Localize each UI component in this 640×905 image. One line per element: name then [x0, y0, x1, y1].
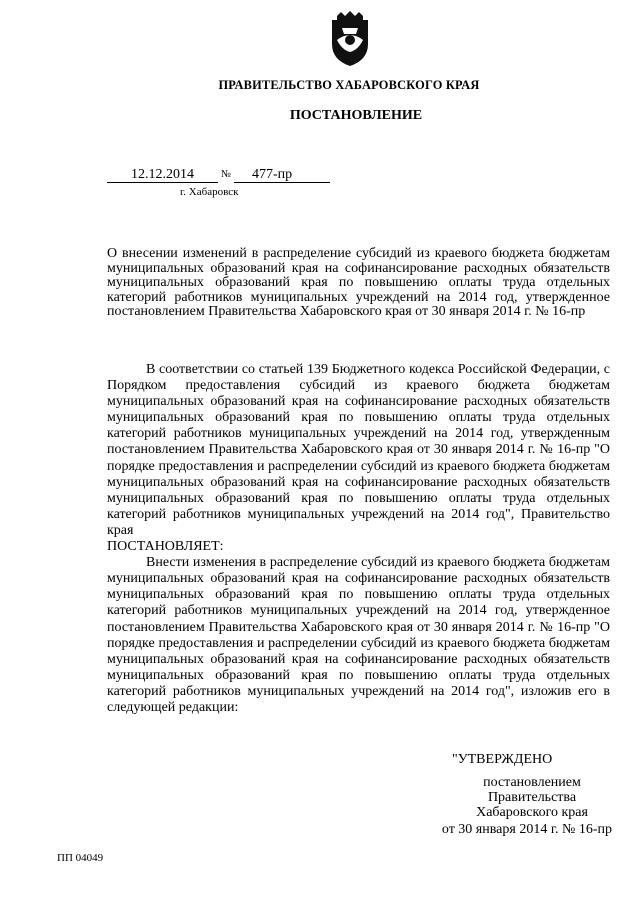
approval-heading: "УТВЕРЖДЕНО: [452, 752, 553, 767]
approval-line-2: Правительства: [487, 790, 577, 805]
document-subject: О внесении изменений в распределение субсидий из краевого бюджета бюджетам муниципальных образований края на софинансирование расходных обязательств муниципальных образований края по повышению оплаты труда отдельных категорий работников муниципальных учреждений на 2014 год, утвержденное постановлением Правительства Хабаровского края от 30 января 2014 г. № 16-пр: [107, 246, 610, 320]
approval-date: от 30 января 2014 г. № 16-пр: [441, 822, 612, 837]
government-title: ПРАВИТЕЛЬСТВО ХАБАРОВСКОГО КРАЯ: [218, 78, 480, 92]
document-body: [107, 362, 610, 716]
approval-line-3: Хабаровского края: [476, 805, 588, 820]
document-number: 477-пр: [234, 167, 330, 183]
coat-of-arms-icon: [328, 10, 372, 68]
decree-word: ПОСТАНОВЛЯЕТ:: [107, 539, 224, 555]
body-paragraph-1: В соответствии со статьей 139 Бюджетного кодекса Российской Федерации, с Порядком предоставления субсидий из краевого бюджета бюджетам муниципальных образований края на софинансирование расходных обязательств муниципальных образований края по повышению оплаты труда отдельных категорий работников муниципальных учреждений на 2014 год, утвержденным постановлением Правительства Хабаровского края от 30 января 2014 г. № 16-пр "О порядке предоставления и распределении субсидий из краевого бюджета бюджетам муниципальных образований края на софинансирование расходных обязательств муниципальных образований края по повышению оплаты труда отдельных категорий работников муниципальных учреждений на 2014 год", Правительство края: [107, 362, 610, 538]
document-date: 12.12.2014: [107, 167, 218, 183]
body-paragraph-2: Внести изменения в распределение субсидий из краевого бюджета бюджетам муниципальных образований края на софинансирование расходных обязательств муниципальных образований края по повышению оплаты труда отдельных категорий работников муниципальных учреждений на 2014 год, утвержденное постановлением Правительства Хабаровского края от 30 января 2014 г. № 16-пр "О порядке предоставления и распределении субсидий из краевого бюджета бюджетам муниципальных образований края на софинансирование расходных обязательств муниципальных образований края по повышению оплаты труда отдельных категорий работников муниципальных учреждений на 2014 год", изложив его в следующей редакции:: [107, 555, 610, 715]
document-city: г. Хабаровск: [180, 186, 239, 198]
approval-line-1: постановлением: [483, 775, 581, 790]
number-sign: №: [220, 169, 232, 180]
document-type: ПОСТАНОВЛЕНИЕ: [289, 108, 423, 123]
footer-code: ПП 04049: [57, 852, 104, 864]
approval-block: [412, 752, 612, 820]
